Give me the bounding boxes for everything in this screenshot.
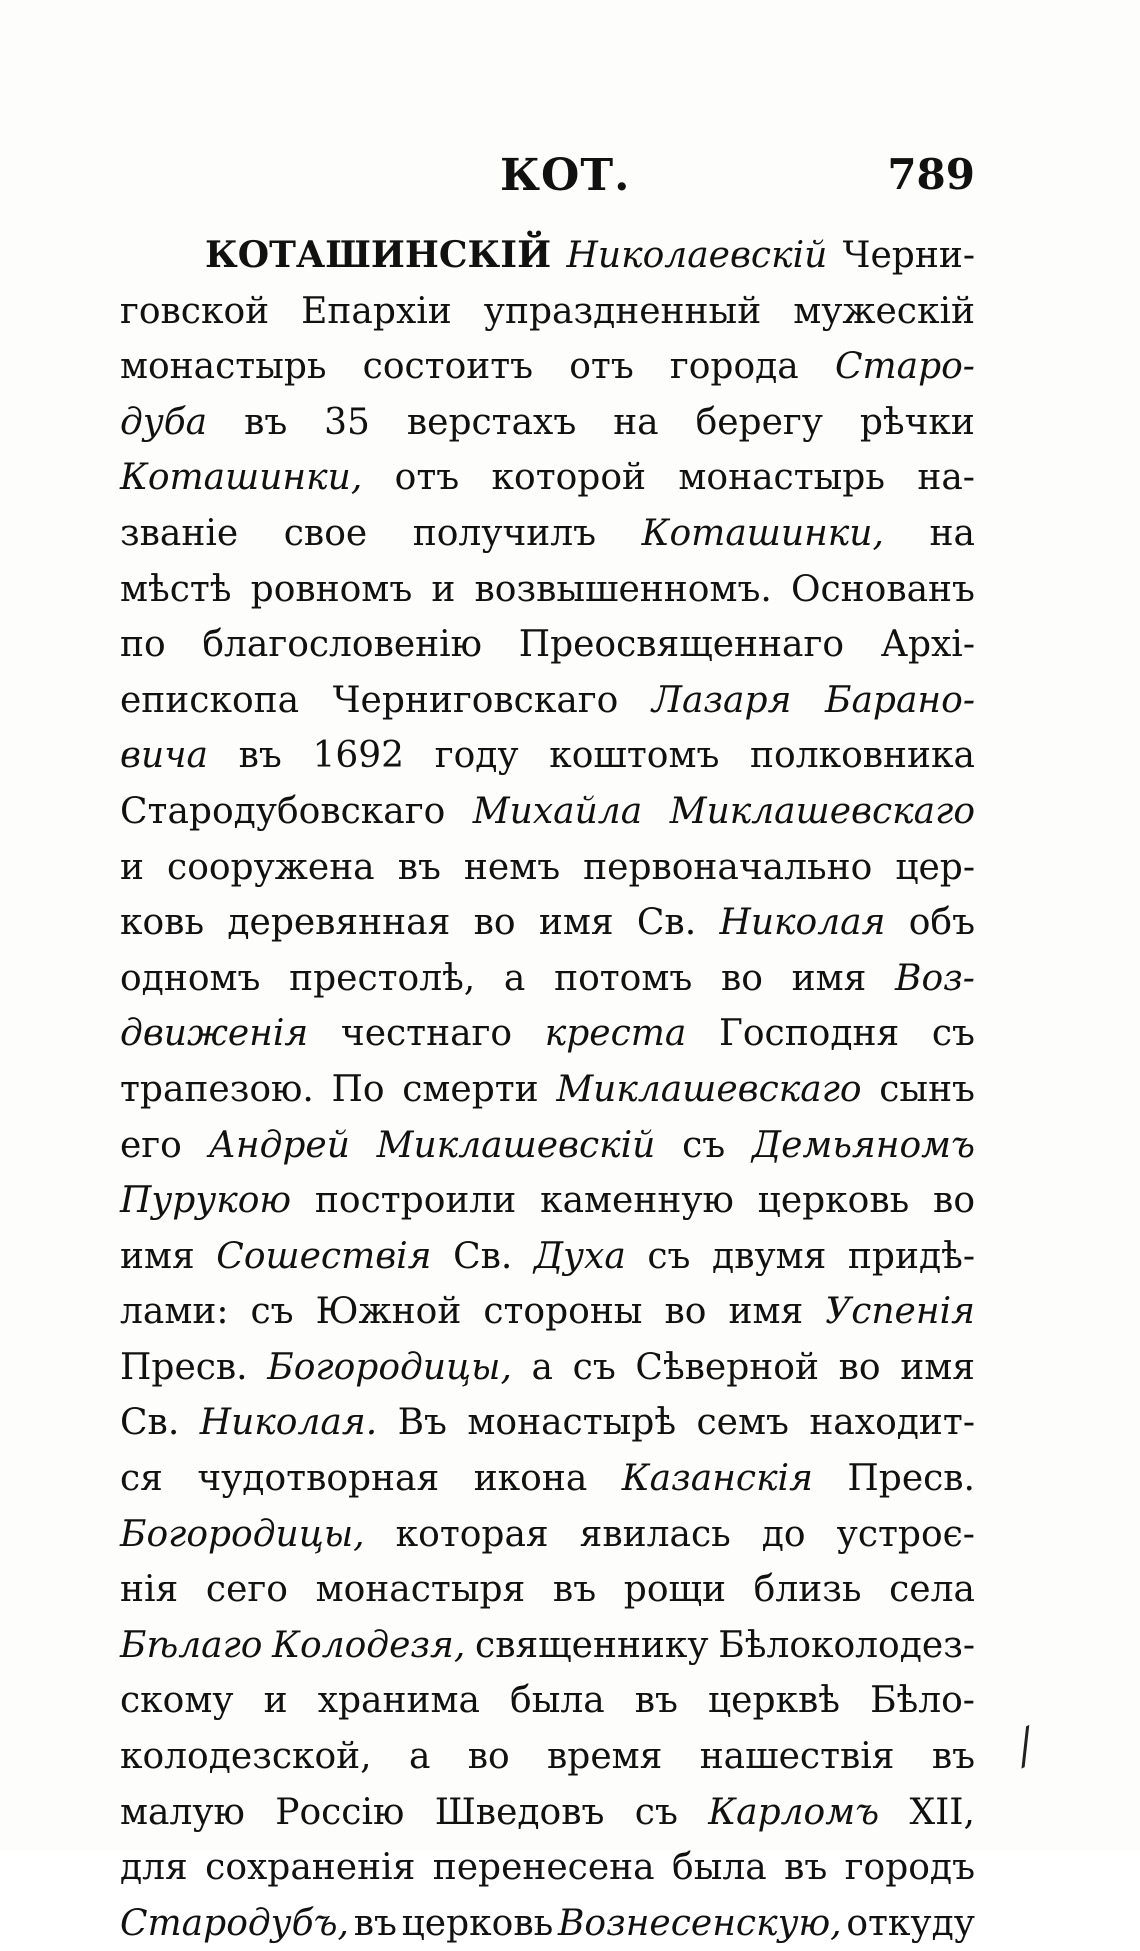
word: въ xyxy=(634,1680,678,1722)
word: Пресв. xyxy=(847,1458,975,1500)
word: Южной xyxy=(315,1291,462,1333)
word: монастырь xyxy=(678,457,885,499)
word: сооружена xyxy=(167,846,375,888)
text-line xyxy=(120,562,975,618)
word: двумя xyxy=(712,1235,827,1277)
word: Сѣверной xyxy=(635,1346,819,1388)
text-line xyxy=(120,506,975,562)
word: а xyxy=(503,957,526,999)
word: съ xyxy=(250,1291,294,1333)
word: въ xyxy=(238,735,282,777)
word: Черниговскаго xyxy=(332,679,619,721)
text-line xyxy=(120,1785,975,1841)
word: отъ xyxy=(569,346,634,388)
word: и xyxy=(431,568,456,610)
text-line xyxy=(120,1229,975,1285)
word: трапезою. xyxy=(120,1068,314,1110)
word: сохраненія xyxy=(205,1847,416,1889)
word: икона xyxy=(473,1458,588,1500)
word: престолѣ, xyxy=(289,957,476,999)
word: съ xyxy=(682,1124,726,1166)
text-line xyxy=(120,1006,975,1062)
word: во xyxy=(473,902,516,944)
word: имя xyxy=(538,902,614,944)
word: первоначально xyxy=(583,846,873,888)
text-line xyxy=(120,1896,975,1951)
word: Миклашевскаго xyxy=(669,790,975,832)
word: а xyxy=(531,1346,554,1388)
word: Бѣло- xyxy=(870,1680,975,1722)
word: Воз- xyxy=(894,957,975,999)
word: Вознесенскую, xyxy=(557,1902,842,1944)
word: Успенія xyxy=(825,1291,975,1333)
word: немъ xyxy=(463,846,561,888)
text-line xyxy=(120,1062,975,1118)
text-line xyxy=(120,1840,975,1896)
word: Епархіи xyxy=(301,290,452,332)
word: епископа xyxy=(120,679,300,721)
word: съ xyxy=(931,1013,975,1055)
word: Бѣлоколодез- xyxy=(718,1624,975,1666)
word: Коташинки, xyxy=(120,457,363,499)
word: лами: xyxy=(120,1291,229,1333)
word: была xyxy=(510,1680,605,1722)
word: имя xyxy=(900,1346,975,1388)
word: городъ xyxy=(844,1847,975,1889)
word: Пресв. xyxy=(120,1346,248,1388)
word: Св. xyxy=(453,1235,513,1277)
word: По xyxy=(331,1068,385,1110)
word: колодезской, xyxy=(120,1736,372,1778)
word: нашествія xyxy=(699,1736,895,1778)
word: священнику xyxy=(475,1624,709,1666)
word: малую xyxy=(120,1791,245,1833)
word: мѣстѣ xyxy=(120,568,232,610)
word: Карломъ xyxy=(708,1791,880,1833)
word: въ xyxy=(397,846,441,888)
word: берегу xyxy=(695,401,823,443)
word: одномъ xyxy=(120,957,261,999)
word: коштомъ xyxy=(549,735,720,777)
word: званіе xyxy=(120,512,239,554)
word: во xyxy=(720,957,763,999)
word: стороны xyxy=(483,1291,643,1333)
word: говской xyxy=(120,290,270,332)
word: хранима xyxy=(317,1680,480,1722)
word: ся xyxy=(120,1458,163,1500)
text-line xyxy=(120,1395,975,1451)
word: села xyxy=(889,1569,975,1611)
word: въ xyxy=(353,1902,397,1944)
word: Въ xyxy=(397,1402,447,1444)
word: для xyxy=(120,1847,188,1889)
word: ковь xyxy=(120,902,205,944)
word: Старо- xyxy=(834,346,975,388)
word: Николаевскій xyxy=(566,235,828,276)
word: на xyxy=(613,401,659,443)
word: устроє- xyxy=(836,1513,975,1555)
word: сего xyxy=(205,1569,288,1611)
word: 1692 xyxy=(312,735,405,777)
word: и xyxy=(263,1680,288,1722)
text-line xyxy=(120,395,975,451)
word: имя xyxy=(791,957,867,999)
word: креста xyxy=(544,1013,687,1055)
word: Колодезя, xyxy=(272,1624,466,1666)
word: во xyxy=(664,1291,707,1333)
word: которой xyxy=(491,457,647,499)
word: движенія xyxy=(120,1013,309,1055)
word: явилась xyxy=(579,1513,731,1555)
word: Сошествія xyxy=(216,1235,432,1277)
word: ровномъ xyxy=(250,568,413,610)
word: которая xyxy=(395,1513,549,1555)
word: благословенію xyxy=(202,624,483,666)
text-line xyxy=(120,1118,975,1174)
word: по xyxy=(120,624,166,666)
word: Преосвященнаго xyxy=(518,624,845,666)
word: Казанскія xyxy=(621,1458,813,1500)
word: во xyxy=(467,1736,510,1778)
word: перенесена xyxy=(432,1847,655,1889)
word: монастыря xyxy=(315,1569,526,1611)
word: церковь xyxy=(401,1902,554,1944)
word: нія xyxy=(120,1569,179,1611)
word: дуба xyxy=(120,401,208,443)
word: въ xyxy=(552,1569,597,1611)
text-line xyxy=(120,840,975,896)
word: была xyxy=(672,1847,767,1889)
word: Господня xyxy=(719,1013,900,1055)
word: Богородицы, xyxy=(120,1513,365,1555)
word: съ xyxy=(647,1235,691,1277)
word: во xyxy=(933,1180,975,1222)
word: 35 xyxy=(324,401,370,443)
word: откуду xyxy=(846,1902,975,1944)
word: Черни- xyxy=(842,235,975,276)
word: деревянная xyxy=(227,902,451,944)
word: Миклашевскаго xyxy=(556,1068,862,1110)
text-line xyxy=(120,1507,975,1563)
text-line xyxy=(120,895,975,951)
word: Лазаря xyxy=(651,679,792,721)
word: Богородицы, xyxy=(267,1346,512,1388)
word: полковника xyxy=(750,735,975,777)
word: КОТАШИНСКІЙ xyxy=(205,234,552,276)
text-line xyxy=(120,284,975,340)
word: Архі- xyxy=(880,624,975,666)
ink-mark: ⁄ xyxy=(1010,1720,1042,1776)
word: Барано- xyxy=(825,679,975,721)
entry-text xyxy=(120,228,975,1951)
word: а xyxy=(408,1736,431,1778)
text-line xyxy=(120,1562,975,1618)
text-line xyxy=(120,1451,975,1507)
word: во xyxy=(838,1346,881,1388)
word: въ xyxy=(244,401,288,443)
word: монастырѣ xyxy=(467,1402,677,1444)
word: упраздненный xyxy=(483,290,762,332)
word: Стародубовскаго xyxy=(120,790,446,832)
word: Коташинки, xyxy=(641,512,884,554)
word: сынъ xyxy=(879,1068,975,1110)
word: цер- xyxy=(895,846,975,888)
text-line xyxy=(120,1173,975,1229)
word: время xyxy=(547,1736,663,1778)
word: верстахъ xyxy=(406,401,577,443)
word: Св. xyxy=(636,902,697,944)
word: до xyxy=(761,1513,806,1555)
word: Николая xyxy=(719,902,886,944)
text-line xyxy=(120,1340,975,1396)
word: Шведовъ xyxy=(434,1791,605,1833)
word: возвышенномъ. xyxy=(474,568,772,610)
word: его xyxy=(120,1124,182,1166)
text-line xyxy=(120,784,975,840)
word: имя xyxy=(120,1235,195,1277)
word: монастырь xyxy=(120,346,327,388)
word: скому xyxy=(120,1680,234,1722)
word: потомъ xyxy=(554,957,693,999)
word: близь xyxy=(753,1569,862,1611)
word: Св. xyxy=(120,1402,180,1444)
text-line xyxy=(120,617,975,673)
word: свое xyxy=(283,512,368,554)
word: города xyxy=(669,346,799,388)
word: церквѣ xyxy=(708,1680,841,1722)
text-line xyxy=(120,1729,975,1785)
word: имя xyxy=(728,1291,804,1333)
word: построили xyxy=(314,1180,517,1222)
text-line xyxy=(120,1673,975,1729)
word: Пурукою xyxy=(120,1180,292,1222)
word: Демьяномъ xyxy=(751,1124,975,1166)
text-line xyxy=(120,228,975,284)
word: состоитъ xyxy=(362,346,534,388)
word: Миклашевскій xyxy=(376,1124,656,1166)
word: Основанъ xyxy=(790,568,975,610)
word: году xyxy=(434,735,519,777)
word: семъ xyxy=(696,1402,789,1444)
word: вича xyxy=(120,735,208,777)
word: каменную xyxy=(540,1180,734,1222)
running-head: КОТ. xyxy=(500,150,631,201)
word: Духа xyxy=(533,1235,626,1277)
word: смерти xyxy=(402,1068,539,1110)
word: объ xyxy=(908,902,975,944)
text-line xyxy=(120,1618,975,1674)
word: церковь xyxy=(757,1180,910,1222)
text-line xyxy=(120,951,975,1007)
word: рощи xyxy=(623,1569,726,1611)
word: XII, xyxy=(909,1791,975,1833)
word: рѣчки xyxy=(859,401,975,443)
text-line xyxy=(120,1284,975,1340)
word: Николая. xyxy=(199,1402,378,1444)
word: и xyxy=(120,846,144,888)
word: въ xyxy=(931,1736,975,1778)
word: придѣ- xyxy=(847,1235,975,1277)
word: Стародубъ, xyxy=(120,1902,349,1944)
word: съ xyxy=(634,1791,678,1833)
word: чудотворная xyxy=(197,1458,440,1500)
word: на- xyxy=(917,457,975,499)
word: получилъ xyxy=(412,512,597,554)
word: на xyxy=(929,512,975,554)
word: Бѣлаго xyxy=(120,1624,263,1666)
word: отъ xyxy=(394,457,460,499)
page-header xyxy=(115,150,975,210)
word: въ xyxy=(784,1847,828,1889)
word: Андрей xyxy=(208,1124,350,1166)
word: честнаго xyxy=(340,1013,513,1055)
word: находит- xyxy=(809,1402,975,1444)
word: съ xyxy=(572,1346,616,1388)
word: Россію xyxy=(275,1791,405,1833)
text-line xyxy=(120,339,975,395)
word: мужескій xyxy=(793,290,975,332)
text-line xyxy=(120,673,975,729)
text-line xyxy=(120,450,975,506)
page-number: 789 xyxy=(887,150,975,199)
word: Михайла xyxy=(472,790,643,832)
text-line xyxy=(120,728,975,784)
